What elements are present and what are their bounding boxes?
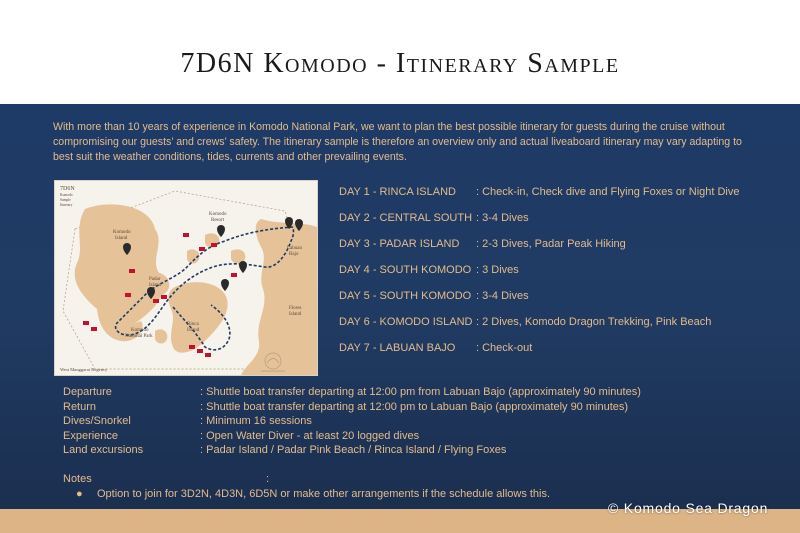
map-label-rinca-island-2: Island: [187, 328, 200, 333]
detail-value: : Shuttle boat transfer departing at 12:00 pm to Labuan Bajo (approximately 90 minutes): [200, 401, 629, 413]
map-label-flores-island-2: Island: [289, 312, 302, 317]
dive-flag: [91, 327, 97, 331]
komodo-island-land: [75, 204, 164, 325]
detail-value: : Padar Island / Padar Pink Beach / Rinca Island / Flying Foxes: [200, 444, 507, 456]
map-heading-line-3: Sample: [60, 198, 71, 202]
dive-flag: [83, 321, 89, 325]
map-label-komodo-resort-2: Resort: [211, 218, 225, 223]
itinerary-map: [54, 180, 318, 376]
note-item: Option to join for 3D2N, 4D3N, 6D5N or make other arrangements if the schedule allows this.: [97, 488, 551, 500]
day-activity: : Check-in, Check dive and Flying Foxes or Night Dive: [476, 186, 740, 198]
flores-island-land: [241, 219, 317, 375]
day-title: DAY 1 - RINCA ISLAND: [339, 186, 456, 198]
detail-label: Land excursions: [63, 444, 144, 456]
dive-flag: [125, 293, 131, 297]
detail-label: Departure: [63, 386, 112, 398]
detail-label: Dives/Snorkel: [63, 415, 131, 427]
detail-value: : Minimum 16 sessions: [200, 415, 312, 427]
map-label-rinca-island-1: Rinca: [187, 322, 199, 327]
watermark: © Komodo Sea Dragon: [608, 500, 769, 516]
map-label-padar-island-1: Padar: [149, 277, 161, 282]
day-activity: : 2-3 Dives, Padar Peak Hiking: [476, 238, 626, 250]
day-title: DAY 6 - KOMODO ISLAND: [339, 316, 473, 328]
dive-flag: [199, 247, 205, 251]
notes-label: Notes: [63, 473, 92, 485]
map-label-padar-island-2: Island: [149, 283, 162, 288]
marker-pin: [217, 225, 225, 237]
marker-pin: [239, 261, 247, 273]
day-activity: : 3-4 Dives: [476, 290, 529, 302]
detail-label: Experience: [63, 430, 119, 442]
day-activity: : Check-out: [476, 342, 533, 354]
dive-flag: [129, 269, 135, 273]
day-activity: : 3-4 Dives: [476, 212, 529, 224]
map-label-flores-island-1: Flores: [289, 306, 302, 311]
detail-value: : Shuttle boat transfer departing at 12:00 pm from Labuan Bajo (approximately 90 minutes): [200, 386, 641, 398]
detail-label: Return: [63, 401, 97, 413]
day-title: DAY 7 - LABUAN BAJO: [339, 342, 456, 354]
map-label-national-park-2: National Park: [125, 334, 153, 339]
map-label-national-park-1: Komodo: [131, 328, 149, 333]
map-label-labuan-bajo-2: Bajo: [289, 252, 299, 257]
marker-pin: [221, 279, 229, 291]
map-label-komodo-island-2: Island: [115, 236, 128, 241]
map-heading-line-1: 7D6N: [60, 186, 75, 192]
map-heading-line-4: Itinerary: [60, 203, 73, 207]
map-label-labuan-bajo-1: Labuan: [287, 246, 302, 251]
dive-flag: [161, 295, 167, 299]
day-activity: : 3 Dives: [476, 264, 519, 276]
day-title: DAY 2 - CENTRAL SOUTH: [339, 212, 473, 224]
page-title: 7D6N Komodo - Itinerary Sample: [180, 48, 620, 79]
dive-flag: [183, 233, 189, 237]
small-island-4: [155, 329, 167, 343]
dive-flag: [205, 353, 211, 357]
dive-flag: [211, 243, 217, 247]
map-label-komodo-resort-1: Komodo: [209, 212, 227, 217]
dive-flag: [153, 299, 159, 303]
rinca-island-land: [168, 282, 227, 353]
detail-value: : Open Water Diver - at least 20 logged dives: [200, 430, 420, 442]
day-title: DAY 3 - PADAR ISLAND: [339, 238, 460, 250]
day-title: DAY 5 - SOUTH KOMODO: [339, 290, 472, 302]
map-label-komodo-island-1: Komodo: [113, 230, 131, 235]
map-label-west-manggarai: West Manggarai Regency: [60, 367, 108, 372]
map-heading-line-2: Komodo: [60, 193, 73, 197]
dive-flag: [189, 345, 195, 349]
map-graphic: [55, 181, 317, 375]
day-activity: : 2 Dives, Komodo Dragon Trekking, Pink Beach: [476, 316, 712, 328]
dive-flag: [197, 349, 203, 353]
intro-paragraph: With more than 10 years of experience in Komodo National Park, we want to plan the best possible itinerary for guests during the cruise without compromising our guests’ and crews’ safety. The itinerary sample is therefore an overview only and actual liveaboard itinerary may vary adapting to best suit the weather conditions, tides, currents and other prevailing events.: [53, 121, 742, 163]
day-title: DAY 4 - SOUTH KOMODO: [339, 264, 472, 276]
notes-colon: :: [266, 473, 270, 485]
dive-flag: [231, 273, 237, 277]
bullet-icon: ●: [76, 488, 83, 500]
